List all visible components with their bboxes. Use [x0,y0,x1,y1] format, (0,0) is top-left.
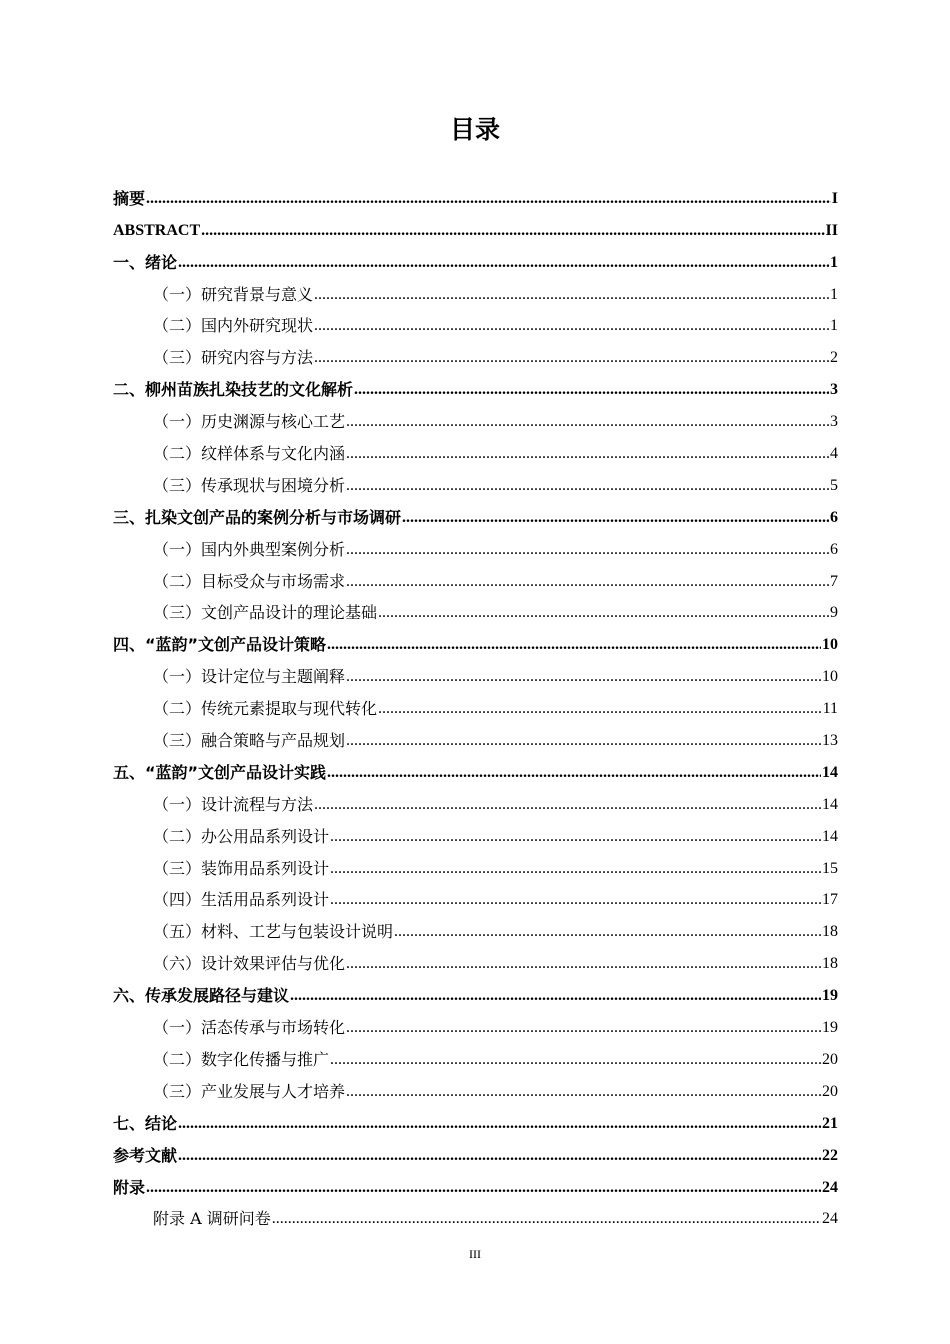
toc-section-entry[interactable] [113,1006,838,1038]
toc-page-number: 9 [830,604,838,622]
toc-chapter-entry[interactable] [113,368,838,400]
toc-entry-title: （二）目标受众与市场需求 [153,571,346,591]
toc-chapter-entry[interactable] [113,974,838,1006]
toc-dot-leader [330,1050,821,1070]
toc-entry-title: （一）设计定位与主题阐释 [153,667,346,687]
toc-entry-title: （三）研究内容与方法 [153,348,314,368]
toc-section-entry[interactable] [113,432,838,464]
toc-page-number: 15 [822,859,838,877]
toc-section-entry[interactable] [113,1038,838,1070]
toc-entry-title: 六、传承发展路径与建议 [113,986,290,1006]
toc-dot-leader [346,412,829,432]
toc-page-number: 18 [822,923,838,941]
page-number-footer: III [469,1247,481,1261]
toc-entry-title: （二）办公用品系列设计 [153,826,330,846]
toc-dot-leader [272,1209,821,1229]
toc-page-number: 20 [822,1050,838,1068]
page-title: 目录 [449,115,500,144]
toc-dot-leader [354,380,829,400]
toc-page-number: 6 [830,540,838,558]
toc-dot-leader [146,189,831,209]
toc-entry-title: （二）数字化传播与推广 [153,1049,330,1069]
toc-entry-title: （五）材料、工艺与包装设计说明 [153,922,394,942]
toc-page-number: 17 [822,891,838,909]
toc-entry-title: （二）纹样体系与文化内涵 [153,444,346,464]
toc-chapter-entry[interactable] [113,177,838,209]
toc-entry-title: （二）传统元素提取与现代转化 [153,699,378,719]
toc-dot-leader [290,986,821,1006]
toc-dot-leader [402,508,829,528]
toc-entry-title: 附录 [113,1177,146,1197]
toc-section-entry[interactable] [113,942,838,974]
toc-dot-leader [314,316,829,336]
toc-page-number: 2 [830,349,838,367]
toc-dot-leader [346,572,829,592]
toc-page-number: 19 [822,987,838,1005]
toc-chapter-entry[interactable] [113,496,838,528]
toc-page-number: 3 [830,413,838,431]
toc-entry-title: （一）设计流程与方法 [153,794,314,814]
toc-dot-leader [201,221,824,241]
toc-dot-leader [314,285,829,305]
toc-page-number: 10 [822,636,838,654]
toc-entry-title: 三、扎染文创产品的案例分析与市场调研 [113,507,402,527]
toc-section-entry[interactable] [113,655,838,687]
toc-section-entry[interactable] [113,1070,838,1102]
toc-dot-leader [346,1018,821,1038]
toc-dot-leader [346,954,821,974]
toc-dot-leader [330,827,821,847]
toc-entry-title: （一）国内外典型案例分析 [153,539,346,559]
table-of-contents [113,177,838,1229]
toc-dot-leader [327,635,821,655]
toc-dot-leader [378,699,822,719]
toc-section-entry[interactable] [113,879,838,911]
toc-entry-title: （四）生活用品系列设计 [153,890,330,910]
toc-dot-leader [330,859,821,879]
toc-entry-title: （三）产业发展与人才培养 [153,1081,346,1101]
toc-page-number: 1 [830,253,838,271]
toc-dot-leader [346,667,821,687]
toc-section-entry[interactable] [113,687,838,719]
toc-dot-leader [178,1146,821,1166]
toc-page-number: 11 [822,700,838,718]
toc-page-number: 22 [822,1146,838,1164]
toc-dot-leader [346,1082,821,1102]
toc-page-number: 13 [822,732,838,750]
toc-entry-title: 五、“蓝韵”文创产品设计实践 [113,762,327,782]
toc-page-number: 18 [822,955,838,973]
toc-entry-title: 七、结论 [113,1113,178,1133]
toc-entry-title: 附录 A 调研问卷 [153,1209,271,1229]
toc-dot-leader [346,731,821,751]
toc-page-number: 5 [830,476,838,494]
toc-dot-leader [314,795,821,815]
toc-page-number: II [825,221,838,239]
toc-page-number: 14 [822,795,838,813]
toc-section-entry[interactable] [113,336,838,368]
toc-entry-title: （六）设计效果评估与优化 [153,954,346,974]
toc-entry-title: （二）国内外研究现状 [153,316,314,336]
toc-section-entry[interactable] [113,783,838,815]
toc-dot-leader [346,540,829,560]
toc-dot-leader [327,763,821,783]
toc-dot-leader [146,1178,821,1198]
toc-entry-title: 参考文献 [113,1145,178,1165]
toc-entry-title: （三）文创产品设计的理论基础 [153,603,378,623]
toc-section-entry[interactable] [113,719,838,751]
toc-page-number: 1 [830,285,838,303]
toc-entry-title: 一、绪论 [113,252,178,272]
toc-section-entry[interactable] [113,592,838,624]
toc-entry-title: （三）装饰用品系列设计 [153,858,330,878]
toc-chapter-entry[interactable] [113,209,838,241]
toc-page-number: 6 [830,508,838,526]
toc-section-entry[interactable] [113,305,838,337]
toc-page-number: 7 [830,572,838,590]
toc-section-entry[interactable] [113,815,838,847]
toc-page-number: 14 [822,763,838,781]
toc-dot-leader [394,922,821,942]
toc-dot-leader [346,444,829,464]
toc-section-entry[interactable] [113,273,838,305]
toc-entry-title: （一）研究背景与意义 [153,284,314,304]
toc-entry-title: 二、柳州苗族扎染技艺的文化解析 [113,380,354,400]
toc-chapter-entry[interactable] [113,1166,838,1198]
toc-page-number: 20 [822,1082,838,1100]
toc-section-entry[interactable] [113,528,838,560]
toc-dot-leader [346,476,829,496]
toc-dot-leader [314,348,829,368]
toc-section-entry[interactable] [113,1198,838,1230]
toc-entry-title: 四、“蓝韵”文创产品设计策略 [113,635,327,655]
toc-entry-title: （三）传承现状与困境分析 [153,475,346,495]
toc-page-number: 3 [830,381,838,399]
toc-chapter-entry[interactable] [113,623,838,655]
toc-dot-leader [378,603,829,623]
toc-section-entry[interactable] [113,464,838,496]
toc-page-number: 1 [830,317,838,335]
toc-entry-title: （一）历史渊源与核心工艺 [153,412,346,432]
toc-section-entry[interactable] [113,400,838,432]
toc-page-number: I [831,189,838,207]
toc-dot-leader [330,890,821,910]
toc-chapter-entry[interactable] [113,751,838,783]
toc-dot-leader [178,253,829,273]
toc-page-number: 24 [822,1210,838,1228]
toc-chapter-entry[interactable] [113,1102,838,1134]
toc-dot-leader [178,1114,821,1134]
toc-page-number: 21 [822,1114,838,1132]
toc-page-number: 19 [822,1019,838,1037]
toc-page-number: 14 [822,827,838,845]
toc-page-number: 10 [822,668,838,686]
toc-page-number: 4 [830,445,838,463]
toc-section-entry[interactable] [113,847,838,879]
toc-section-entry[interactable] [113,910,838,942]
toc-chapter-entry[interactable] [113,1134,838,1166]
toc-entry-title: （三）融合策略与产品规划 [153,731,346,751]
toc-entry-title: （一）活态传承与市场转化 [153,1018,346,1038]
toc-page-number: 24 [822,1178,838,1196]
toc-section-entry[interactable] [113,560,838,592]
toc-chapter-entry[interactable] [113,241,838,273]
toc-entry-title: ABSTRACT [113,221,201,239]
toc-entry-title: 摘要 [113,188,146,208]
